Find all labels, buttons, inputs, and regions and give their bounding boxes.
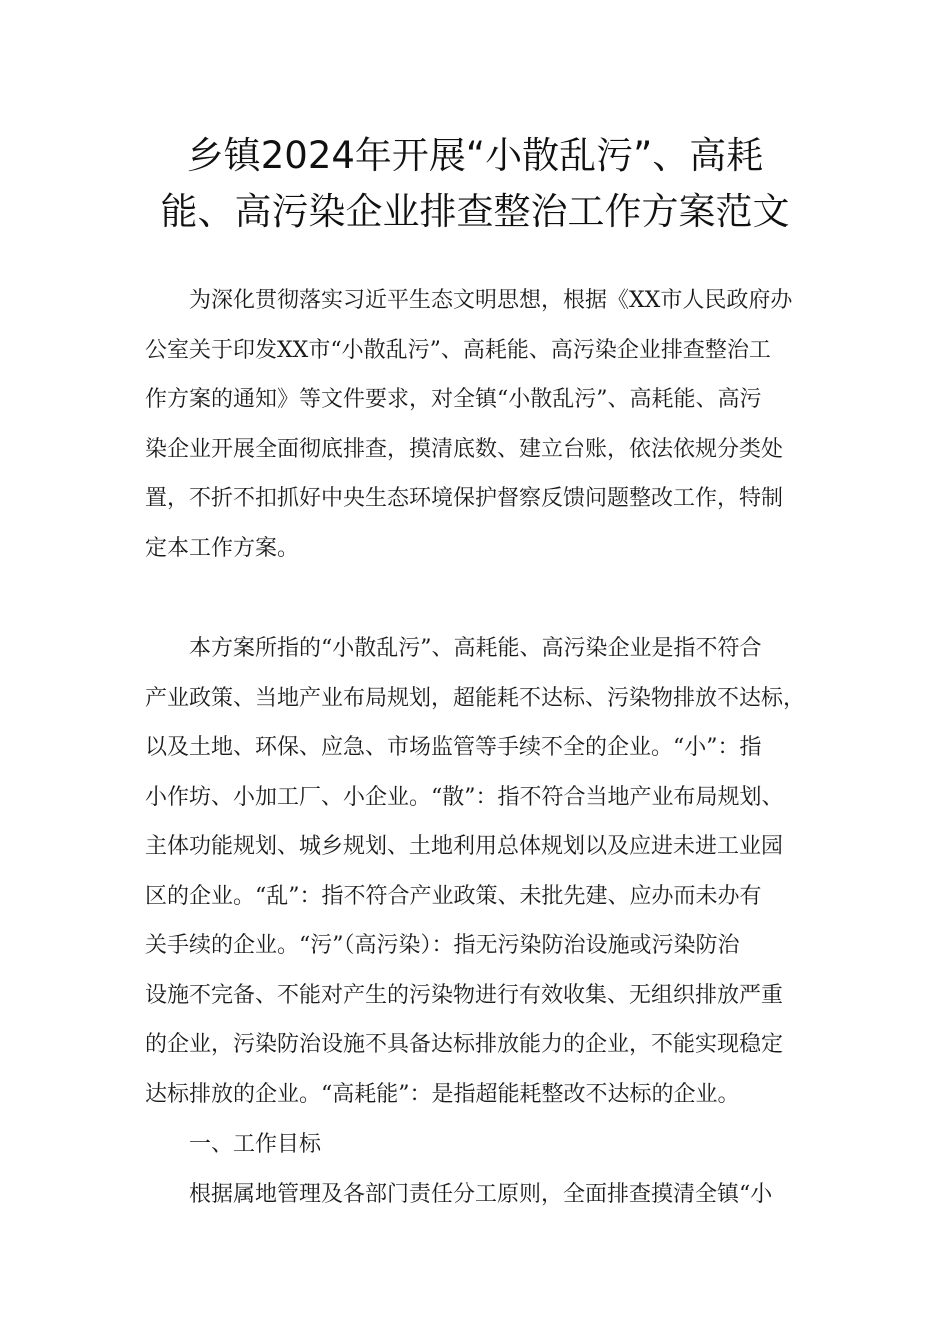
text-line: 以及土地、环保、应急、市场监管等手续不全的企业。“小”：指 — [145, 735, 762, 760]
text-line: 公室关于印发XX市“小散乱污”、高耗能、高污染企业排查整治工 — [145, 337, 771, 363]
section-heading-text: 一、工作目标 — [189, 1132, 322, 1157]
text-line: 小作坊、小加工厂、小企业。“散”：指不符合当地产业布局规划、 — [145, 784, 784, 810]
text-line: 定本工作方案。 — [145, 535, 300, 561]
text-line: 达标排放的企业。“高耗能”：是指超能耗整改不达标的企业。 — [145, 1081, 740, 1107]
section-heading — [145, 1120, 820, 1170]
title-line: 能、高污染企业排查整治工作方案范文 — [160, 190, 790, 233]
text-line: 为深化贯彻落实习近平生态文明思想，根据《XX市人民政府办 — [189, 288, 793, 313]
title-line: 乡镇2024年开展“小散乱污”、高耗 — [186, 134, 764, 177]
document-title — [100, 128, 850, 240]
text-line: 关手续的企业。“污”（高污染）：指无污染防治设施或污染防治 — [145, 933, 740, 958]
text-line: 设施不完备、不能对产生的污染物进行有效收集、无组织排放严重 — [145, 982, 784, 1008]
text-line: 根据属地管理及各部门责任分工原则，全面排查摸清全镇“小 — [189, 1182, 773, 1207]
text-line: 作方案的通知》等文件要求，对全镇“小散乱污”、高耗能、高污 — [145, 387, 762, 412]
text-line: 的企业，污染防治设施不具备达标排放能力的企业，不能实现稳定 — [145, 1032, 784, 1057]
text-line: 主体功能规划、城乡规划、土地利用总体规划以及应进未进工业园 — [145, 834, 784, 859]
intro-paragraph — [145, 276, 820, 573]
definition-paragraph — [145, 624, 820, 1119]
text-line: 区的企业。“乱”：指不符合产业政策、未批先建、应办而未办有 — [145, 883, 762, 909]
text-line: 置，不折不扣抓好中央生态环境保护督察反馈问题整改工作，特制 — [145, 486, 784, 511]
section-paragraph — [145, 1170, 820, 1220]
text-line: 本方案所指的“小散乱污”、高耗能、高污染企业是指不符合 — [189, 636, 762, 661]
text-line: 染企业开展全面彻底排查，摸清底数、建立台账，依法依规分类处 — [145, 436, 784, 462]
text-line: 产业政策、当地产业布局规划，超能耗不达标、污染物排放不达标， — [145, 685, 806, 711]
